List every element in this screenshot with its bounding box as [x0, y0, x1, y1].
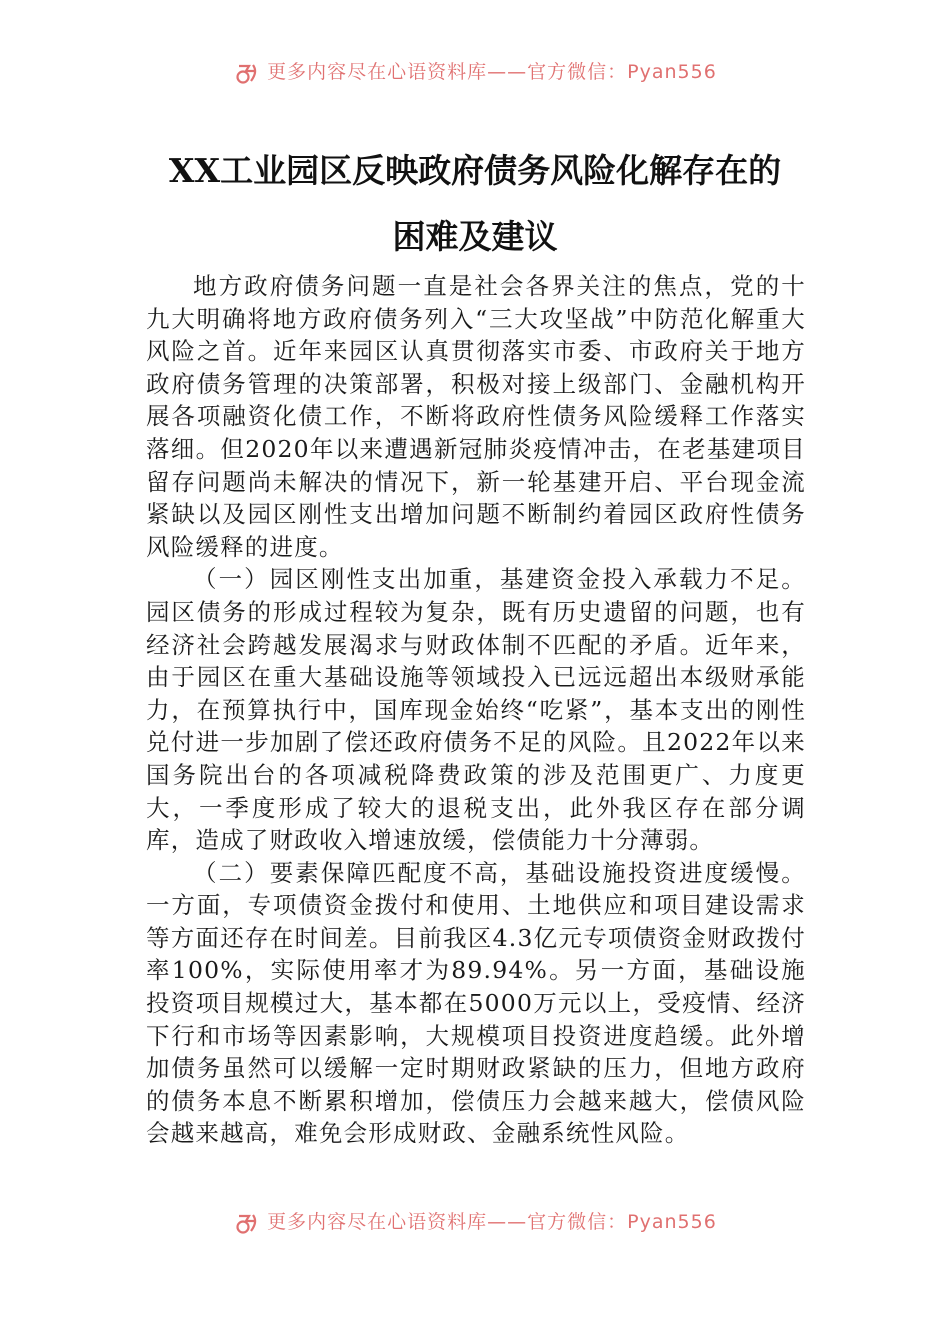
title-line-2: 困难及建议 — [392, 217, 558, 256]
paragraph-section-2: （二）要素保障匹配度不高，基础设施投资进度缓慢。一方面，专项债资金拨付和使用、土地供应和项目建设需求等方面还存在时间差。目前我区4.3亿元专项债资金财政拨付率100%，实际使用率才为89.94%。另一方面，基础设施投资项目规模过大，基本都在5000万元以上，受疫情、经济下行和市场等因素影响，大规模项目投资进度趋缓。此外增加债务虽然可以缓解一定时期财政紧缺的压力，但地方政府的债务本息不断累积增加，偿债压力会越来越大，偿债风险会越来越高，难免会形成财政、金融系统性风险。 — [146, 858, 806, 1148]
title-line-1: XX工业园区反映政府债务风险化解存在的 — [168, 151, 782, 190]
watermark-footer — [0, 1206, 950, 1234]
document-body — [146, 270, 806, 1150]
watermark-text: 更多内容尽在心语资料库——官方微信：Pyan556 — [267, 61, 717, 83]
watermark-header — [0, 56, 950, 84]
document-title — [100, 138, 850, 270]
paragraph-section-1: （一）园区刚性支出加重，基建资金投入承载力不足。园区债务的形成过程较为复杂，既有历史遗留的问题，也有经济社会跨越发展渴求与财政体制不匹配的矛盾。近年来，由于园区在重大基础设施等领域投入已远远超出本级财承能力，在预算执行中，国库现金始终“吃紧”，基本支出的刚性兑付进一步加剧了偿还政府债务不足的风险。且2022年以来国务院出台的各项减税降费政策的涉及范围更广、力度更大，一季度形成了较大的退税支出，此外我区存在部分调库，造成了财政收入增速放缓，偿债能力十分薄弱。 — [146, 565, 806, 855]
paragraph-intro: 地方政府债务问题一直是社会各界关注的焦点，党的十九大明确将地方政府债务列入“三大攻坚战”中防范化解重大风险之首。近年来园区认真贯彻落实市委、市政府关于地方政府债务管理的决策部署，积极对接上级部门、金融机构开展各项融资化债工作，不断将政府性债务风险缓释工作落实落细。但2020年以来遭遇新冠肺炎疫情冲击，在老基建项目留存问题尚未解决的情况下，新一轮基建开启、平台现金流紧缺以及园区刚性支出增加问题不断制约着园区政府性债务风险缓释的进度。 — [146, 272, 806, 561]
brand-logo-icon — [235, 1212, 261, 1234]
brand-logo-icon — [235, 62, 261, 84]
watermark-text: 更多内容尽在心语资料库——官方微信：Pyan556 — [267, 1211, 717, 1233]
